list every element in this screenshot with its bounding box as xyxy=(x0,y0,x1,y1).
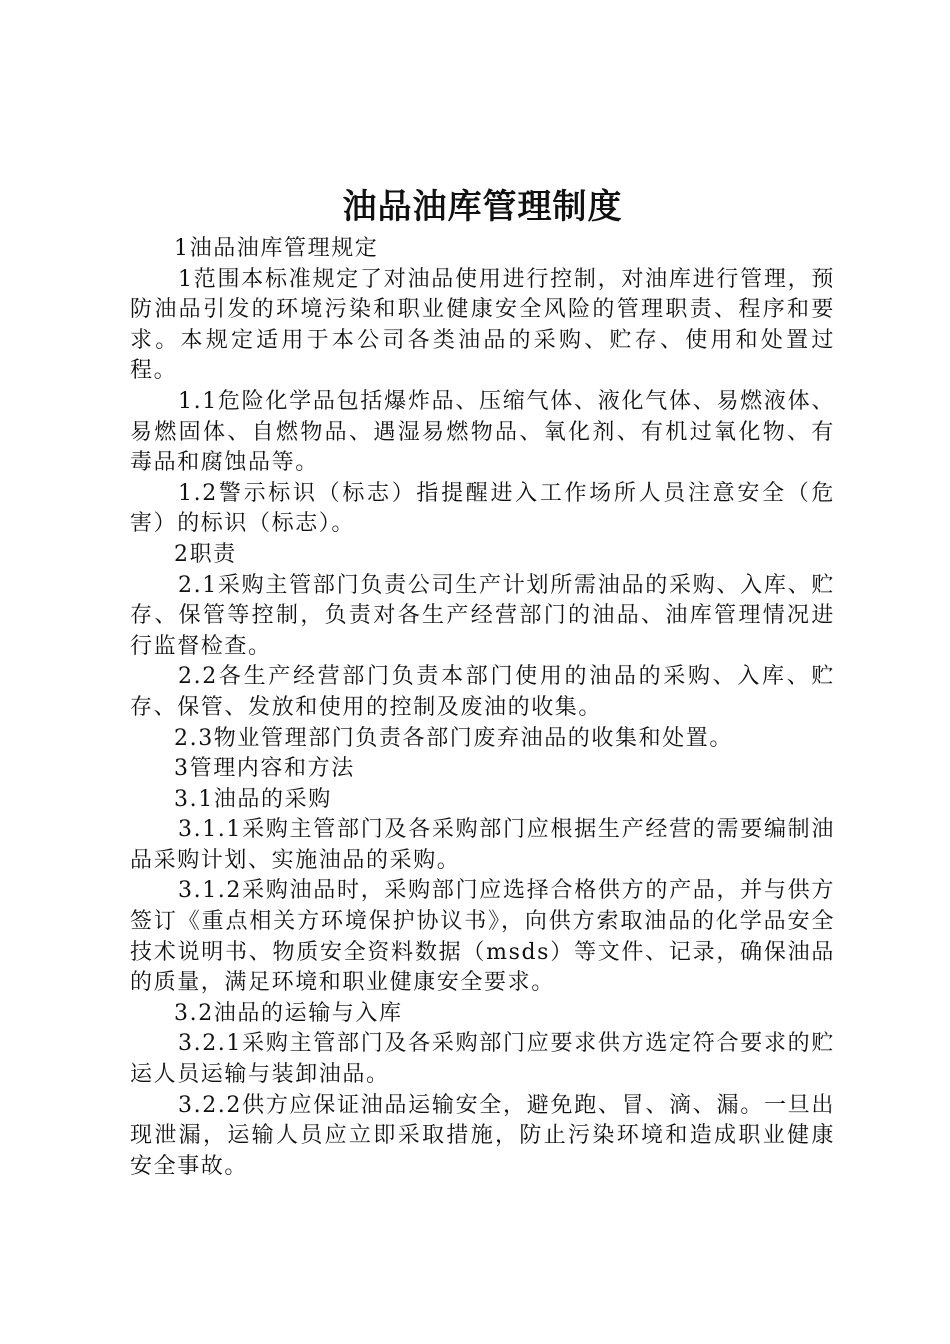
section-heading: 2职责 xyxy=(174,541,237,567)
document-page xyxy=(130,182,835,1182)
paragraph: 3.2.1采购主管部门及各采购部门应要求供方选定符合要求的贮运人员运输与装卸油品。 xyxy=(130,1031,835,1088)
paragraph: 1范围本标准规定了对油品使用进行控制，对油库进行管理，预防油品引发的环境污染和职业健康安全风险的管理职责、程序和要求。本规定适用于本公司各类油品的采购、贮存、使用和处置过程。 xyxy=(130,266,835,384)
paragraph: 3.1.1采购主管部门及各采购部门应根据生产经营的需要编制油品采购计划、实施油品的采购。 xyxy=(130,817,835,873)
section-heading: 3管理内容和方法 xyxy=(174,756,355,782)
paragraph: 3.1.2采购油品时，采购部门应选择合格供方的产品，并与供方签订《重点相关方环境保护协议书》，向供方索取油品的化学品安全技术说明书、物质安全资料数据（msds）等文件、记录，确保油品的质量，满足环境和职业健康安全要求。 xyxy=(130,878,835,996)
document-title: 油品油库管理制度 xyxy=(342,187,623,227)
subsection-heading: 3.1油品的采购 xyxy=(174,786,332,812)
paragraph: 2.1采购主管部门负责公司生产计划所需油品的采购、入库、贮存、保管等控制，负责对各生产经营部门的油品、油库管理情况进行监督检查。 xyxy=(130,572,835,659)
paragraph: 2.2各生产经营部门负责本部门使用的油品的采购、入库、贮存、保管、发放和使用的控制及废油的收集。 xyxy=(130,664,835,720)
paragraph: 1.1危险化学品包括爆炸品、压缩气体、液化气体、易燃液体、易燃固体、自燃物品、遇湿易燃物品、氧化剂、有机过氧化物、有毒品和腐蚀品等。 xyxy=(130,388,835,476)
subsection-heading: 3.2油品的运输与入库 xyxy=(174,1000,403,1026)
paragraph: 3.2.2供方应保证油品运输安全，避免跑、冒、滴、漏。一旦出现泄漏，运输人员应立即采取措施，防止污染环境和造成职业健康安全事故。 xyxy=(130,1092,835,1179)
paragraph: 1.2警示标识（标志）指提醒进入工作场所人员注意安全（危害）的标识（标志）。 xyxy=(130,480,835,537)
paragraph: 2.3物业管理部门负责各部门废弃油品的收集和处置。 xyxy=(174,725,733,751)
section-heading: 1油品油库管理规定 xyxy=(174,236,379,261)
